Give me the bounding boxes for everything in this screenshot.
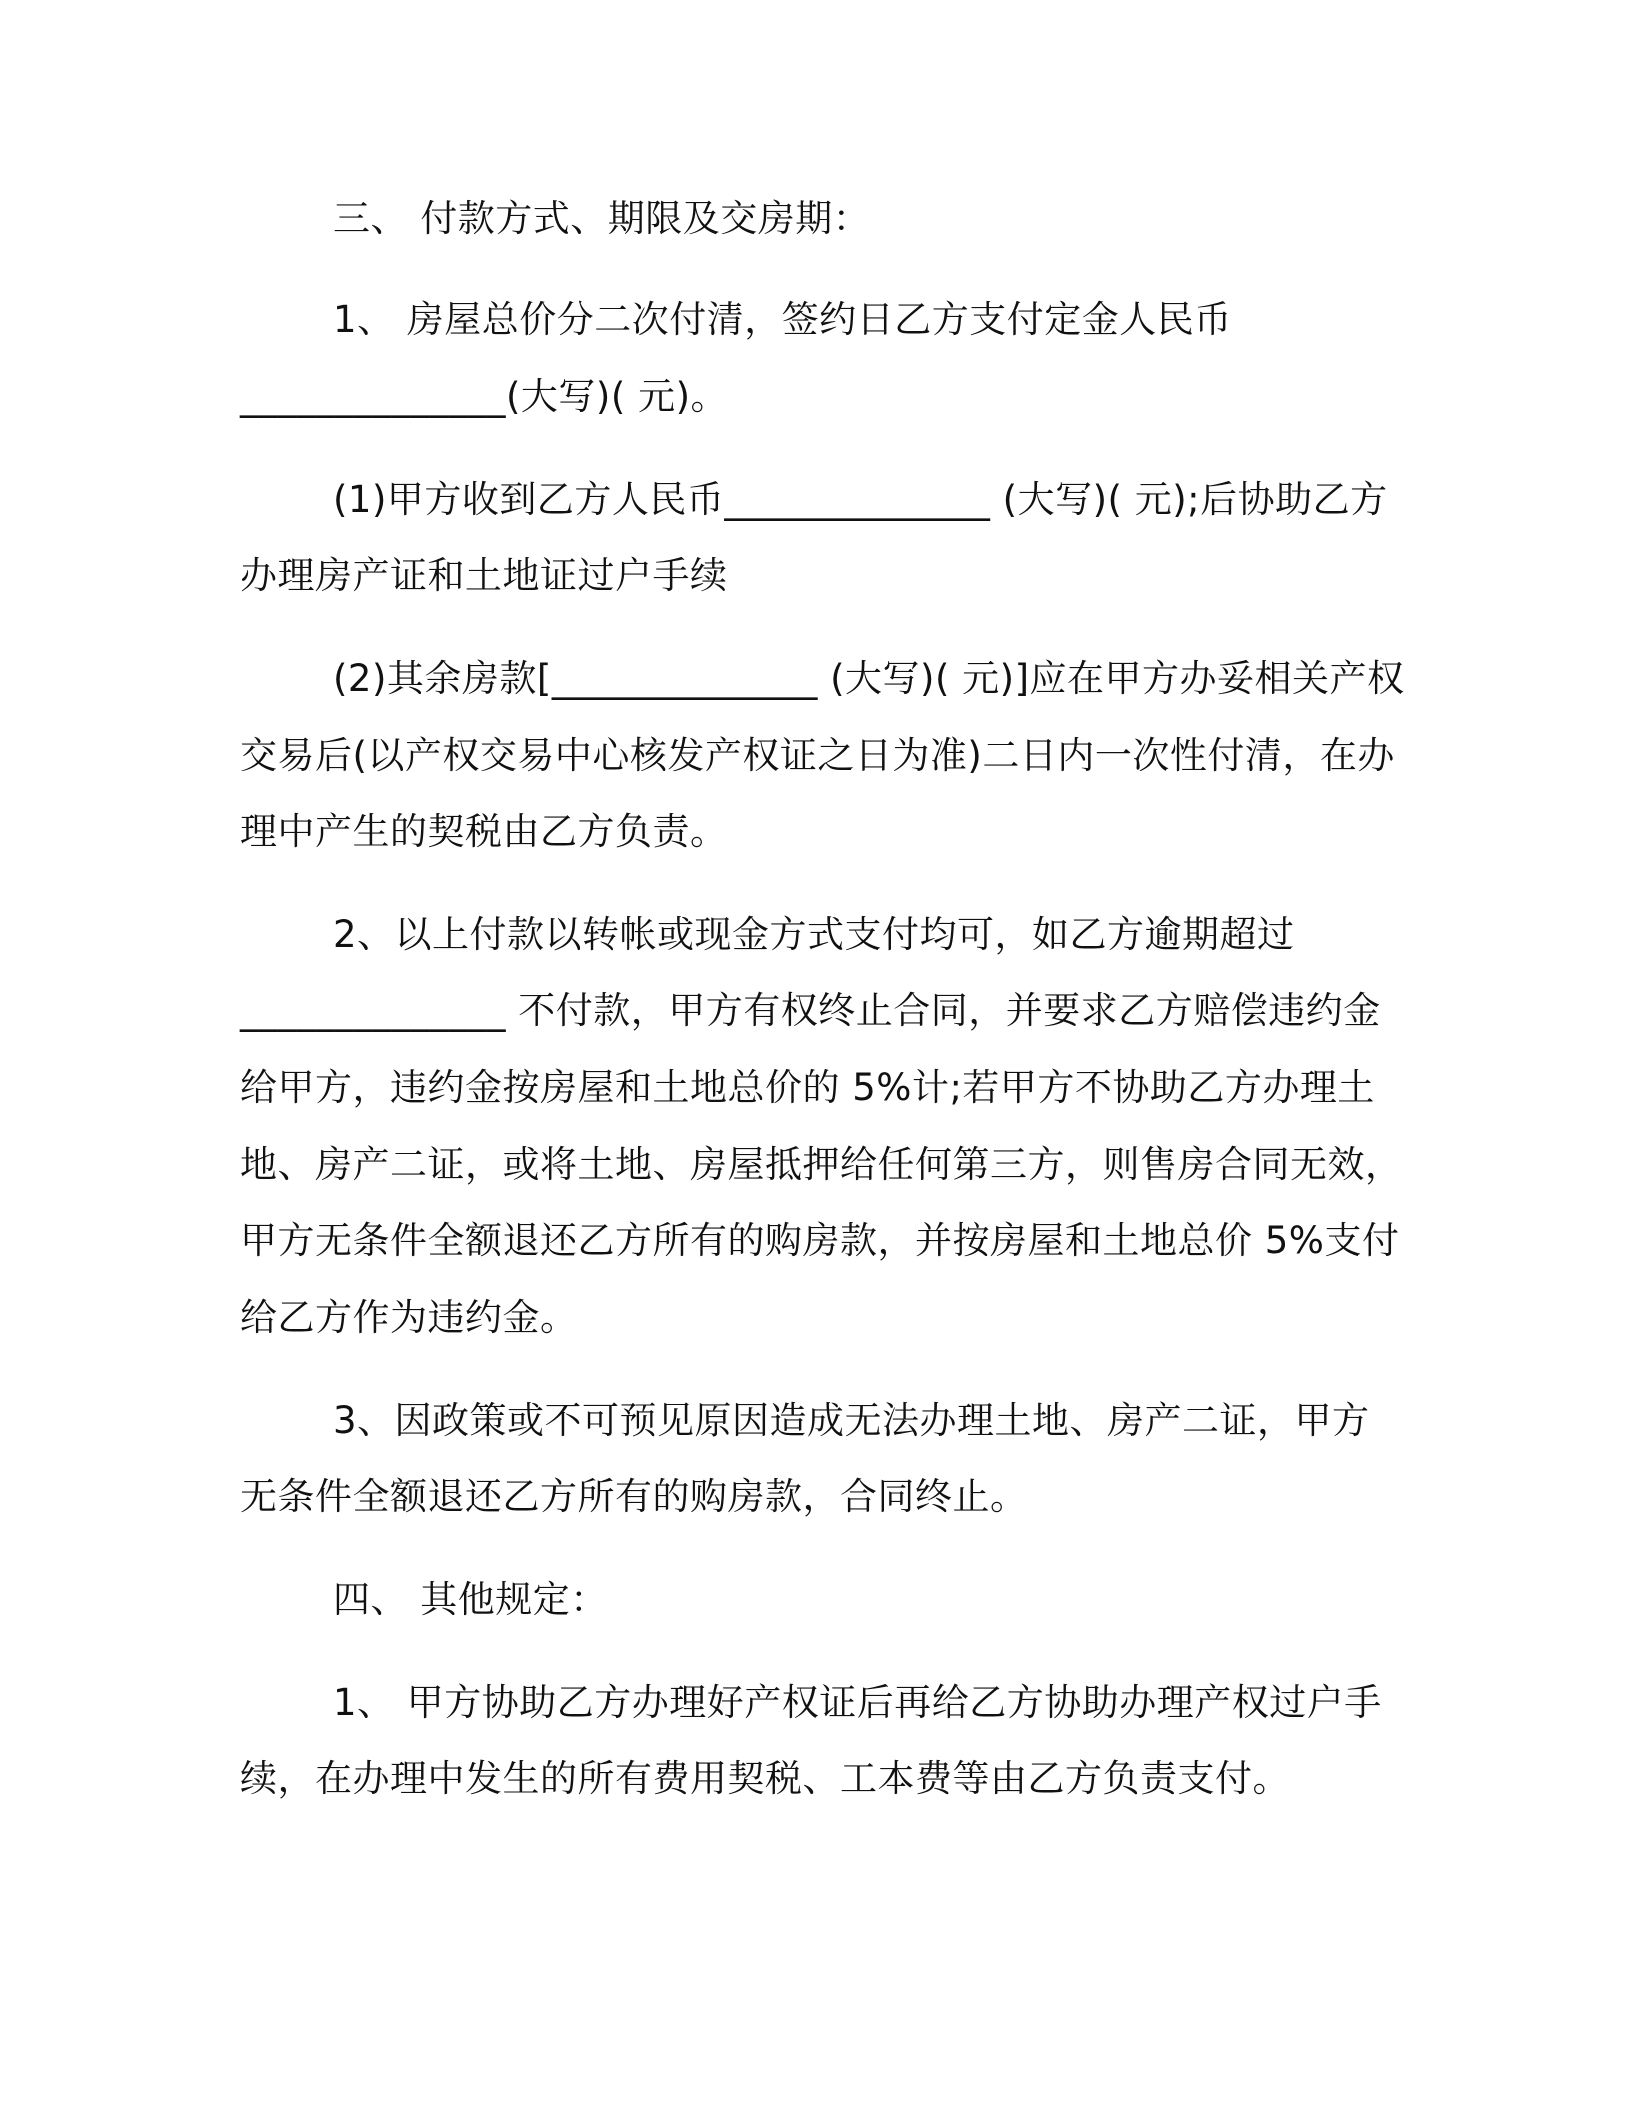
clause-3-3-line-2: 无条件全额退还乙方所有的购房款，合同终止。	[240, 1475, 1028, 1518]
clause-3-1-2-line-1: (2)其余房款[______________ (大写)( 元)]应在甲方办妥相关产权	[333, 657, 1405, 700]
clause-3-1-1-line-2: 办理房产证和土地证过户手续	[240, 554, 728, 597]
clause-3-2-line-5: 甲方无条件全额退还乙方所有的购房款，并按房屋和土地总价 5%支付	[240, 1219, 1400, 1262]
clause-3-1-2-line-2: 交易后(以产权交易中心核发产权证之日为准)二日内一次性付清，在办	[240, 734, 1395, 777]
clause-4-1-line-1: 1、 甲方协助乙方办理好产权证后再给乙方协助办理产权过户手	[333, 1681, 1382, 1724]
clause-3-1-line-1: 1、 房屋总价分二次付清，签约日乙方支付定金人民币	[333, 298, 1232, 341]
clause-3-1-line-2: ______________(大写)( 元)。	[240, 375, 729, 418]
clause-3-1-1-line-1: (1)甲方收到乙方人民币______________ (大写)( 元);后协助乙方	[333, 478, 1388, 521]
clause-3-3-line-1: 3、因政策或不可预见原因造成无法办理土地、房产二证，甲方	[333, 1399, 1370, 1442]
section-four-heading: 四、 其他规定：	[333, 1578, 608, 1621]
clause-4-1-line-2: 续，在办理中发生的所有费用契税、工本费等由乙方负责支付。	[240, 1757, 1290, 1800]
clause-3-2-line-1: 2、以上付款以转帐或现金方式支付均可，如乙方逾期超过	[333, 913, 1295, 956]
section-three-heading: 三、 付款方式、期限及交房期：	[333, 197, 871, 240]
clause-3-2-line-3: 给甲方，违约金按房屋和土地总价的 5%计;若甲方不协助乙方办理土	[240, 1066, 1375, 1109]
clause-3-1-2-line-3: 理中产生的契税由乙方负责。	[240, 810, 728, 853]
clause-3-2-line-2: ______________ 不付款，甲方有权终止合同，并要求乙方赔偿违约金	[240, 989, 1381, 1032]
clause-3-2-line-4: 地、房产二证，或将土地、房屋抵押给任何第三方，则售房合同无效，	[240, 1143, 1403, 1186]
clause-3-2-line-6: 给乙方作为违约金。	[240, 1296, 578, 1339]
